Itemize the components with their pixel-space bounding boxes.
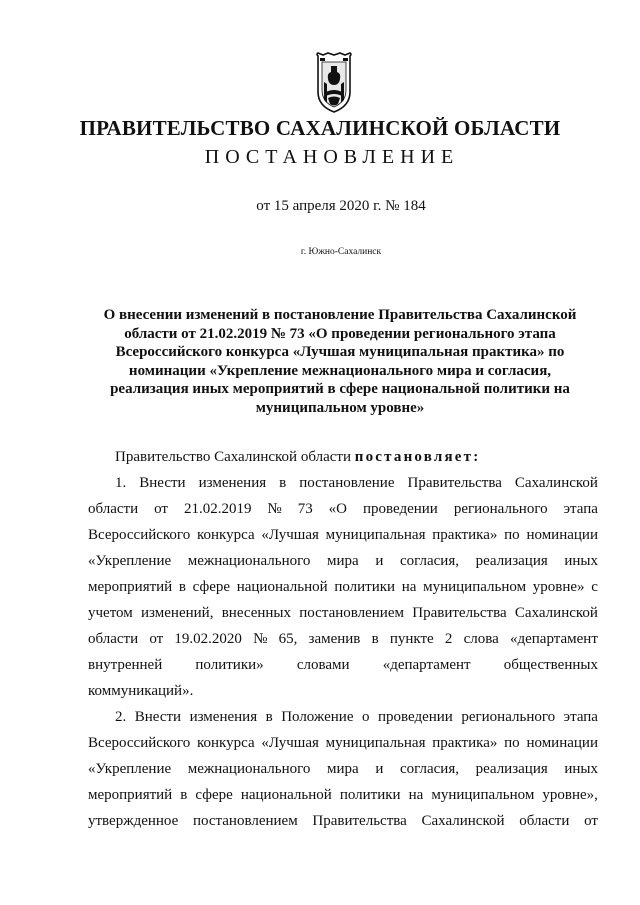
word: в <box>279 475 287 491</box>
word: словами <box>296 657 350 673</box>
word: Всероссийского <box>88 735 191 751</box>
word: политики <box>339 787 401 803</box>
word: уровне», <box>542 787 598 803</box>
word: в <box>371 631 379 647</box>
word: практика» <box>432 735 498 751</box>
subject-line: области от 21.02.2019 № 73 «О проведении регионального этапа <box>124 325 556 342</box>
word: конкурса <box>197 527 255 543</box>
word: изменения <box>189 709 258 725</box>
preamble-text: Правительство Сахалинской области <box>115 449 355 465</box>
word: № <box>253 631 268 647</box>
word: постановлением <box>299 605 404 621</box>
subject-line: О внесении изменений в постановление Правительства Сахалинской <box>103 307 577 323</box>
word: от <box>154 501 168 517</box>
word: реализация <box>475 761 548 777</box>
subject-line: муниципальном уровне» <box>255 399 425 416</box>
word: утвержденное <box>88 813 179 829</box>
paragraph-2-line <box>88 756 598 782</box>
word: «Лучшая <box>261 735 319 751</box>
word: согласия, <box>399 553 459 569</box>
word: этапа <box>563 709 598 725</box>
word: согласия, <box>399 761 459 777</box>
word: проведении <box>377 709 453 725</box>
word: «О <box>328 501 348 517</box>
word: мира <box>327 553 359 569</box>
word: «департамент <box>382 657 471 673</box>
word: муниципальная <box>325 527 426 543</box>
word: Сахалинской <box>514 605 598 621</box>
word: «Лучшая <box>261 527 319 543</box>
word: муниципальном <box>423 579 527 595</box>
word: 1. <box>115 475 127 491</box>
word: изменения <box>198 475 267 491</box>
document-subject <box>60 306 620 417</box>
word: общественных <box>503 657 598 673</box>
paragraph-1-line: коммуникаций». <box>88 683 194 699</box>
word: области <box>88 631 139 647</box>
word: постановление <box>299 475 395 491</box>
paragraph-1-line <box>88 626 598 652</box>
word: от <box>584 813 598 829</box>
word: муниципальном <box>431 787 535 803</box>
document-city: г. Южно-Сахалинск <box>300 247 382 257</box>
coat-of-arms-icon <box>314 52 354 114</box>
word: области <box>88 501 139 517</box>
paragraph-1-line <box>88 496 598 522</box>
word: изменений, <box>141 605 214 621</box>
document-type: ПОСТАНОВЛЕНИЕ <box>204 146 460 168</box>
document-body <box>88 444 598 834</box>
word: на <box>408 787 424 803</box>
word: слова <box>463 631 499 647</box>
word: в <box>178 579 186 595</box>
word: 21.02.2019 <box>183 501 252 517</box>
word: номинации <box>526 527 598 543</box>
word: мероприятий <box>88 787 173 803</box>
word: Правительства <box>312 813 407 829</box>
word: пункте <box>389 631 434 647</box>
word: регионального <box>461 709 556 725</box>
word: с <box>591 579 598 595</box>
subject-line: номинации «Укрепление межнационального мира и согласия, <box>128 362 552 379</box>
word: мероприятий <box>88 579 173 595</box>
word: 65, <box>278 631 298 647</box>
word: муниципальная <box>325 735 426 751</box>
paragraph-1-line <box>88 600 598 626</box>
word: Правительства <box>412 605 507 621</box>
word: Сахалинской <box>421 813 505 829</box>
government-title: ПРАВИТЕЛЬСТВО САХАЛИНСКОЙ ОБЛАСТИ <box>79 116 561 140</box>
word: «Укрепление <box>88 761 172 777</box>
word: реализация <box>475 553 548 569</box>
word: 73 <box>297 501 313 517</box>
word: на <box>401 579 417 595</box>
word: межнационального <box>187 761 311 777</box>
word: практика» <box>432 527 498 543</box>
paragraph-1-line <box>88 470 598 496</box>
word: номинации <box>526 735 598 751</box>
word: политики <box>334 579 396 595</box>
word: сфере <box>195 787 233 803</box>
paragraph-1-line <box>88 574 598 600</box>
paragraph-1-line <box>88 652 598 678</box>
word: регионального <box>453 501 548 517</box>
word: Внести <box>139 475 186 491</box>
word: Правительства <box>407 475 502 491</box>
word: национальной <box>240 787 332 803</box>
word: 2 <box>444 631 453 647</box>
word: области <box>519 813 570 829</box>
word: «Укрепление <box>88 553 172 569</box>
word: политики» <box>195 657 264 673</box>
word: уровне» <box>532 579 585 595</box>
word: иных <box>564 553 598 569</box>
word: межнационального <box>187 553 311 569</box>
word: 19.02.2020 <box>174 631 242 647</box>
word: 2. <box>115 709 127 725</box>
word: сфере <box>192 579 231 595</box>
word: Положение <box>281 709 354 725</box>
word: по <box>504 735 520 751</box>
paragraph-1-line <box>88 548 598 574</box>
word: от <box>149 631 164 647</box>
word: иных <box>564 761 598 777</box>
paragraph-2-line <box>88 730 598 756</box>
word: по <box>504 527 520 543</box>
word: и <box>375 553 384 569</box>
paragraph-2-line <box>88 704 598 730</box>
subject-line: Всероссийского конкурса «Лучшая муниципальная практика» по <box>115 344 565 360</box>
paragraph-1-line <box>88 522 598 548</box>
word: и <box>375 761 384 777</box>
word: Внести <box>134 709 182 725</box>
word: национальной <box>236 579 328 595</box>
word: «департамент <box>509 631 598 647</box>
document-date-number: от 15 апреля 2020 г. № 184 <box>256 198 426 214</box>
preamble <box>88 444 598 470</box>
word: Сахалинской <box>514 475 598 491</box>
word: конкурса <box>197 735 255 751</box>
word: мира <box>327 761 359 777</box>
paragraph-2-line <box>88 808 598 834</box>
word: Всероссийского <box>88 527 191 543</box>
word: проведении <box>362 501 438 517</box>
subject-line: реализация иных мероприятий в сфере национальной политики на <box>110 381 570 397</box>
word: внесенных <box>221 605 291 621</box>
preamble-decision: постановляет: <box>354 449 481 465</box>
word: этапа <box>563 501 598 517</box>
word: в <box>180 787 188 803</box>
word: внутренней <box>88 657 163 673</box>
word: о <box>361 709 370 725</box>
word: учетом <box>88 605 133 621</box>
word: в <box>265 709 273 725</box>
word: заменив <box>308 631 361 647</box>
word: № <box>267 501 282 517</box>
word: постановлением <box>192 813 298 829</box>
paragraph-2-line <box>88 782 598 808</box>
